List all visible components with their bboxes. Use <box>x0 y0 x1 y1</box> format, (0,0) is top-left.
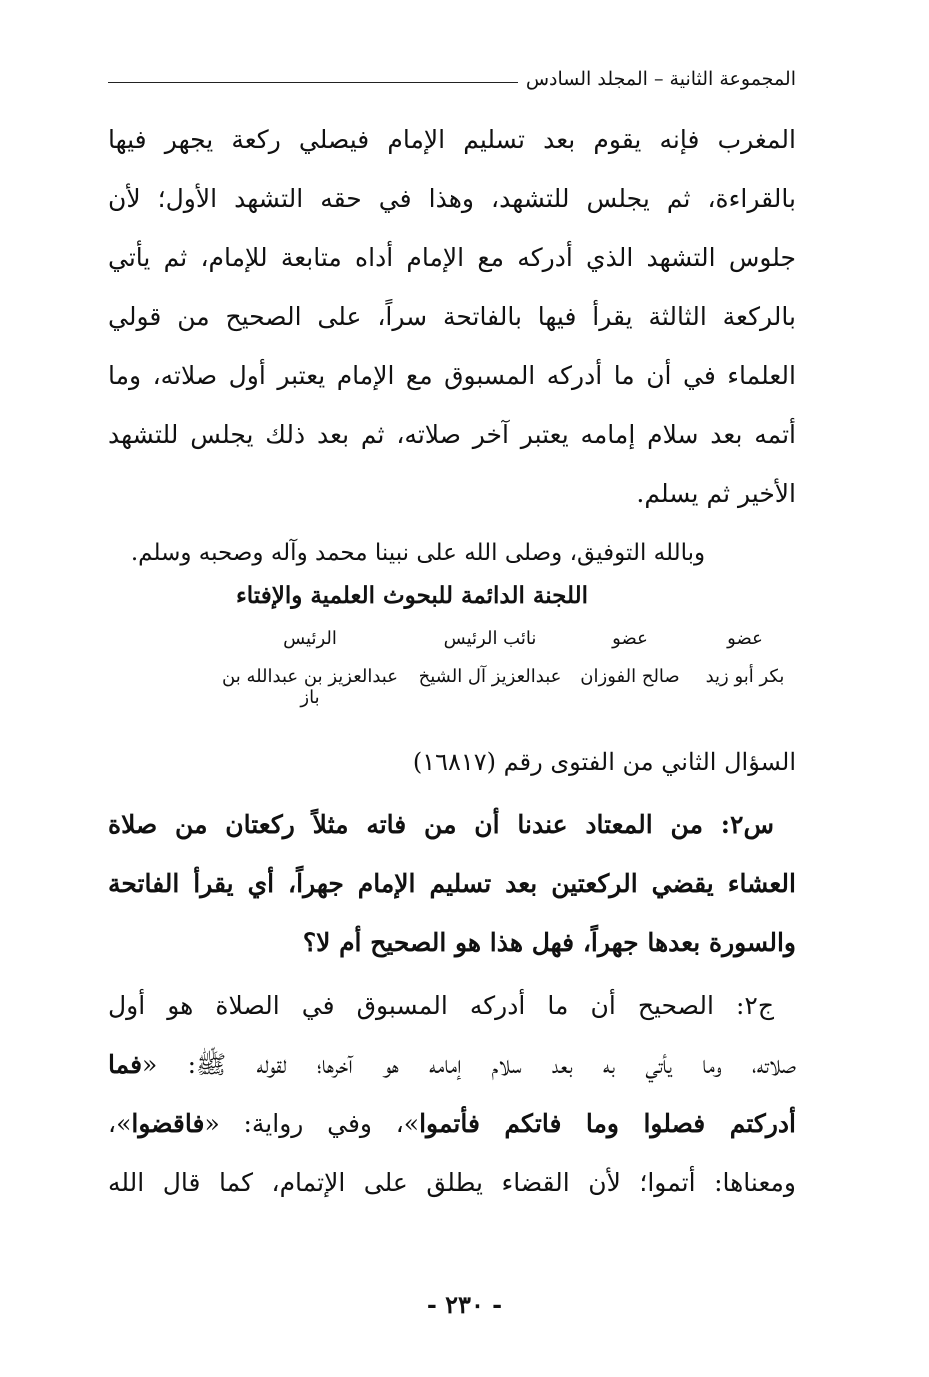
answer-block <box>108 976 796 1212</box>
paragraph-line: بالقراءة، ثم يجلس للتشهد، وهذا في حقه التشهد الأول؛ لأن <box>108 184 796 213</box>
paragraph-line: الأخير ثم يسلم. <box>636 479 796 508</box>
hadith-text: فما <box>108 1050 143 1079</box>
question-line: والسورة بعدها جهراً، فهل هذا هو الصحيح أم لا؟ <box>302 928 796 957</box>
answer-text: صلاته، وما يأتي به بعد سلام إمامه هو آخرها؛ لقوله ﷺ: « <box>142 1050 796 1079</box>
signatory-names <box>120 666 800 708</box>
signatory-name: عبدالعزيز آل الشيخ <box>418 666 562 687</box>
question-title: السؤال الثاني من الفتوى رقم (١٦٨١٧) <box>412 748 796 776</box>
paragraph-line: بالركعة الثالثة يقرأ فيها بالفاتحة سراً، على الصحيح من قولي <box>108 302 796 331</box>
paragraph-line: أتمه بعد سلام إمامه يعتبر آخر صلاته، ثم بعد ذلك يجلس للتشهد <box>108 420 796 449</box>
question-line: العشاء يقضي الركعتين بعد تسليم الإمام جهراً، أي يقرأ الفاتحة <box>108 869 796 898</box>
signatory-name: بكر أبو زيد <box>705 666 785 687</box>
answer-text: »، وفي رواية: « <box>204 1109 420 1138</box>
answer-line: ج٢: الصحيح أن ما أدركه المسبوق في الصلاة هو أول <box>108 991 774 1020</box>
signatory-role: عضو <box>612 628 648 649</box>
question-line: س٢: من المعتاد عندنا أن من فاته مثلاً ركعتان من صلاة <box>108 810 774 839</box>
signatory-role: نائب الرئيس <box>443 628 537 649</box>
running-header <box>108 62 796 96</box>
committee-name: اللجنة الدائمة للبحوث العلمية والإفتاء <box>235 582 589 609</box>
header-title: المجموعة الثانية – المجلد السادس <box>525 68 796 90</box>
paragraph-line: جلوس التشهد الذي أدركه مع الإمام أداه متابعة للإمام، ثم يأتي <box>108 243 796 272</box>
signatory-name: عبدالعزيز بن عبدالله بن باز <box>222 666 398 708</box>
header-rule <box>108 82 518 83</box>
answer-line <box>108 1035 796 1094</box>
signatory-roles <box>120 628 800 649</box>
paragraph-line: العلماء في أن ما أدركه المسبوق مع الإمام يعتبر أول صلاته، وما <box>108 361 796 390</box>
page-number: - ٢٣٠ - <box>426 1290 503 1319</box>
hadith-text: فاقضوا <box>131 1109 205 1138</box>
paragraph-1 <box>108 110 796 523</box>
answer-line <box>108 1094 796 1153</box>
closing-formula: وبالله التوفيق، وصلى الله على نبينا محمد وآله وصحبه وسلم. <box>130 540 706 566</box>
paragraph-line: المغرب فإنه يقوم بعد تسليم الإمام فيصلي ركعة يجهر فيها <box>108 125 796 154</box>
answer-text: »، <box>108 1109 132 1138</box>
hadith-text: أدركتم فصلوا وما فاتكم فأتموا <box>419 1109 796 1138</box>
question-block <box>108 795 796 972</box>
signatory-role: عضو <box>727 628 763 649</box>
signatory-role: الرئيس <box>283 628 337 649</box>
signatory-name: صالح الفوزان <box>580 666 680 687</box>
answer-line: ومعناها: أتموا؛ لأن القضاء يطلق على الإتمام، كما قال الله <box>108 1168 796 1197</box>
